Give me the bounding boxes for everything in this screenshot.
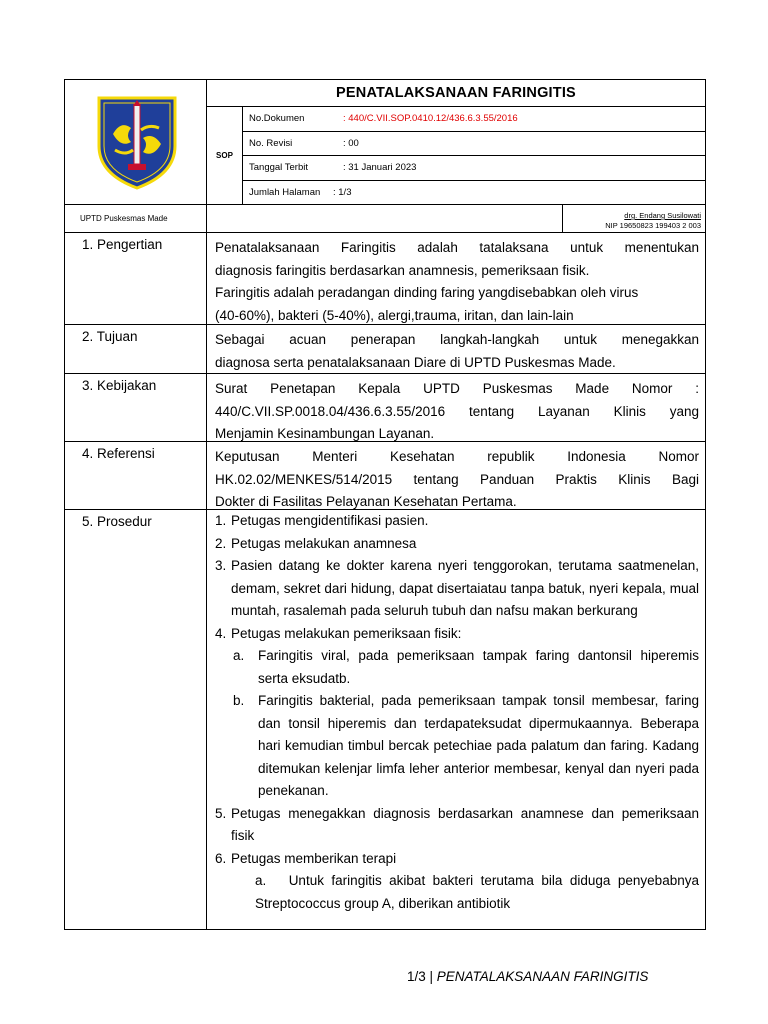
logo-cell [65, 80, 207, 205]
meta-row-revisi [243, 132, 705, 157]
list-letter: b. [233, 693, 245, 708]
list-letter: a. [255, 873, 267, 888]
meta-row-tanggal [243, 156, 705, 181]
list-text: Petugas memberikan terapi [231, 850, 397, 866]
meta-value: : 440/C.VII.SOP.0410.12/436.6.3.55/2016 [343, 113, 518, 125]
section-content [207, 233, 705, 327]
section-heading: 3. Kebijakan [65, 374, 207, 441]
section-prosedur [65, 510, 705, 930]
text-line: HK.02.02/MENKES/514/2015 tentang Panduan Praktis Klinis Bagi [215, 471, 699, 487]
list-number: 4. [215, 625, 227, 641]
signer-nip: NIP 19650823 199403 2 003 [605, 220, 701, 230]
list-number: 3. [215, 558, 227, 573]
section-heading: 4. Referensi [65, 442, 207, 509]
list-text: Petugas menegakkan diagnosis berdasarkan anamnese dan pemeriksaan fisik [231, 805, 699, 843]
section-kebijakan [65, 374, 705, 442]
meta-label: No. Revisi [249, 137, 293, 149]
list-number: 6. [215, 850, 227, 866]
text-line: Penatalaksanaan Faringitis adalah tatalaksana untuk menentukan [215, 240, 699, 255]
list-item [215, 510, 699, 533]
text-line: Faringitis adalah peradangan dinding faring yangdisebabkan oleh virus [215, 285, 639, 300]
sub-list-item [215, 870, 699, 915]
list-text: Untuk faringitis akibat bakteri terutama bila diduga penyebabnya Streptococcus group A, diberikan antibiotik [255, 873, 699, 911]
meta-value: : 1/3 [333, 186, 352, 198]
text-line: diagnosis faringitis berdasarkan anamnesis, pemeriksaan fisik. [215, 262, 590, 278]
list-text: Petugas mengidentifikasi pasien. [231, 513, 429, 528]
sop-document-frame [64, 79, 706, 930]
text-line: Dokter di Fasilitas Pelayanan Kesehatan Pertama. [215, 494, 517, 509]
signature-block [563, 205, 705, 233]
sub-list-item [215, 690, 699, 803]
list-number: 1. [215, 513, 227, 528]
list-item [215, 533, 699, 556]
section-referensi [65, 442, 705, 510]
list-text: Petugas melakukan anamnesa [231, 535, 417, 551]
section-heading: 1. Pengertian [65, 233, 207, 324]
list-number: 2. [215, 535, 227, 551]
meta-value: : 31 Januari 2023 [343, 162, 417, 174]
text-line: Surat Penetapan Kepala UPTD Puskesmas Made Nomor : [215, 381, 699, 396]
signer-name: drg. Endang Susilowati [624, 211, 701, 220]
text-line: diagnosa serta penatalaksanaan Diare di UPTD Puskesmas Made. [215, 354, 616, 370]
section-pengertian [65, 233, 705, 325]
sop-label: SOP [207, 107, 243, 205]
list-letter: a. [233, 648, 245, 663]
list-number: 5. [215, 805, 227, 821]
list-text: Faringitis viral, pada pemeriksaan tampak faring dantonsil hiperemis serta eksudatb. [258, 648, 699, 686]
list-item [215, 623, 699, 646]
blank-cell [207, 205, 563, 233]
document-title: PENATALAKSANAAN FARINGITIS [207, 80, 705, 107]
meta-row-dokumen [243, 107, 705, 132]
surabaya-emblem-logo [95, 94, 179, 190]
footer-page-number: 1/3 | [407, 969, 437, 984]
text-line: Menjamin Kesinambungan Layanan. [215, 426, 435, 441]
section-heading: 2. Tujuan [65, 325, 207, 373]
section-content [207, 374, 705, 446]
section-content [207, 325, 705, 374]
organization-name: UPTD Puskesmas Made [65, 205, 207, 233]
footer-title: PENATALAKSANAAN FARINGITIS [436, 969, 649, 984]
section-content [207, 510, 705, 915]
meta-value: : 00 [343, 137, 359, 149]
list-item [215, 848, 699, 871]
list-item [215, 803, 699, 848]
list-item [215, 555, 699, 623]
sub-list-item [215, 645, 699, 690]
list-text: Faringitis bakterial, pada pemeriksaan tampak tonsil membesar, faring dan tonsil hiperemis dan terdapateksudat dipermukaannya. Beberapa hari kemudian timbul bercak petechiae pada palatum dan faring. Kadang ditemukan kelenjar limfa leher anterior membesar, kenyal dan nyeri pada penekanan. [258, 693, 699, 798]
section-content [207, 442, 705, 514]
text-line: (40-60%), bakteri (5-40%), alergi,trauma, iritan, dan lain-lain [215, 307, 574, 323]
list-text: Pasien datang ke dokter karena nyeri tenggorokan, terutama saatmenelan, demam, sekret dari hidung, dapat disertaiatau tanpa batuk, nyeri kepala, mual muntah, rasalemah pada seluruh tubuh dan nafsu makan berkurang [231, 558, 699, 618]
text-line: Sebagai acuan penerapan langkah-langkah untuk menegakkan [215, 332, 699, 347]
section-tujuan [65, 325, 705, 374]
meta-label: Jumlah Halaman [249, 186, 321, 198]
meta-row-halaman [243, 181, 705, 206]
page-footer [407, 969, 648, 984]
meta-label: Tanggal Terbit [249, 162, 308, 174]
text-line: 440/C.VII.SP.0018.04/436.6.3.55/2016 tentang Layanan Klinis yang [215, 403, 699, 419]
list-text: Petugas melakukan pemeriksaan fisik: [231, 625, 462, 641]
text-line: Keputusan Menteri Kesehatan republik Indonesia Nomor [215, 449, 699, 464]
section-heading: 5. Prosedur [65, 510, 207, 930]
meta-label: No.Dokumen [249, 113, 305, 125]
